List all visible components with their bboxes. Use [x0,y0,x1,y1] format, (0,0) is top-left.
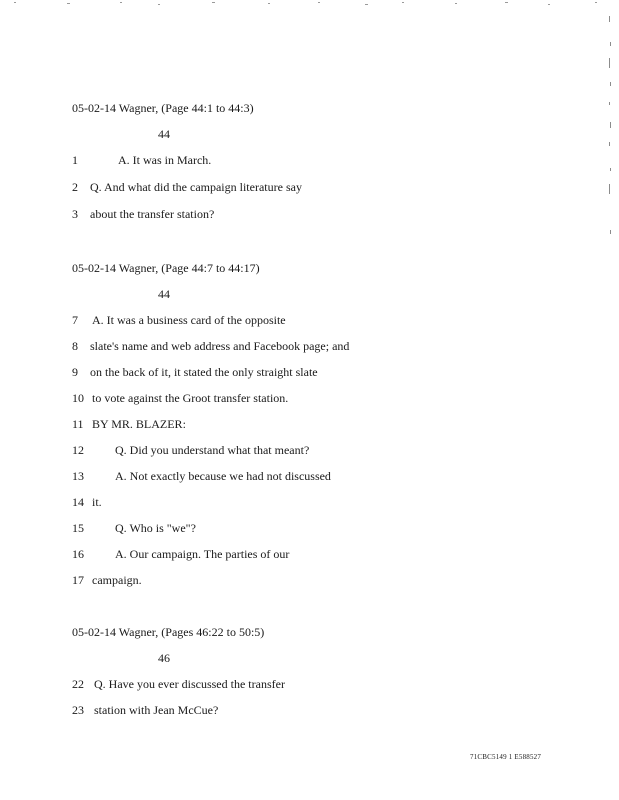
line-text: Q. Did you understand what that meant? [115,443,310,457]
line-number: 23 [72,703,84,717]
line-number: 13 [72,469,84,483]
scan-artifact-top [0,0,619,10]
line-number: 10 [72,391,84,405]
transcript-page-number: 46 [158,651,170,665]
section-heading: 05-02-14 Wagner, (Pages 46:22 to 50:5) [72,625,265,639]
line-text: A. Our campaign. The parties of our [115,547,290,561]
line-number: 9 [72,365,78,379]
line-text: Q. Who is "we"? [115,521,196,535]
line-number: 8 [72,339,78,353]
line-text: A. Not exactly because we had not discussed [115,469,331,483]
line-number: 2 [72,180,78,194]
line-text: on the back of it, it stated the only straight slate [90,365,318,379]
line-text: A. It was a business card of the opposite [92,313,286,327]
section-heading: 05-02-14 Wagner, (Page 44:1 to 44:3) [72,101,254,115]
line-text: to vote against the Groot transfer station. [92,391,289,405]
line-number: 22 [72,677,84,691]
scan-artifact-right [606,12,616,242]
section-heading: 05-02-14 Wagner, (Page 44:7 to 44:17) [72,261,260,275]
line-number: 15 [72,521,84,535]
line-number: 3 [72,207,78,221]
line-number: 12 [72,443,84,457]
line-text: slate's name and web address and Facebook page; and [90,339,350,353]
transcript-page-number: 44 [158,287,170,301]
line-number: 1 [72,153,78,167]
line-number: 14 [72,495,84,509]
line-number: 11 [72,417,84,431]
line-text: campaign. [92,573,142,587]
bates-number: 71CBC5149 1 E588527 [470,753,542,761]
line-text: Q. Have you ever discussed the transfer [94,677,285,691]
transcript-page-number: 44 [158,127,170,141]
line-text: BY MR. BLAZER: [92,417,186,431]
line-text: station with Jean McCue? [94,703,219,717]
line-text: A. It was in March. [118,153,212,167]
line-number: 16 [72,547,84,561]
line-text: about the transfer station? [90,207,215,221]
line-text: Q. And what did the campaign literature say [90,180,302,194]
line-text: it. [92,495,102,509]
line-number: 7 [72,313,78,327]
line-number: 17 [72,573,84,587]
